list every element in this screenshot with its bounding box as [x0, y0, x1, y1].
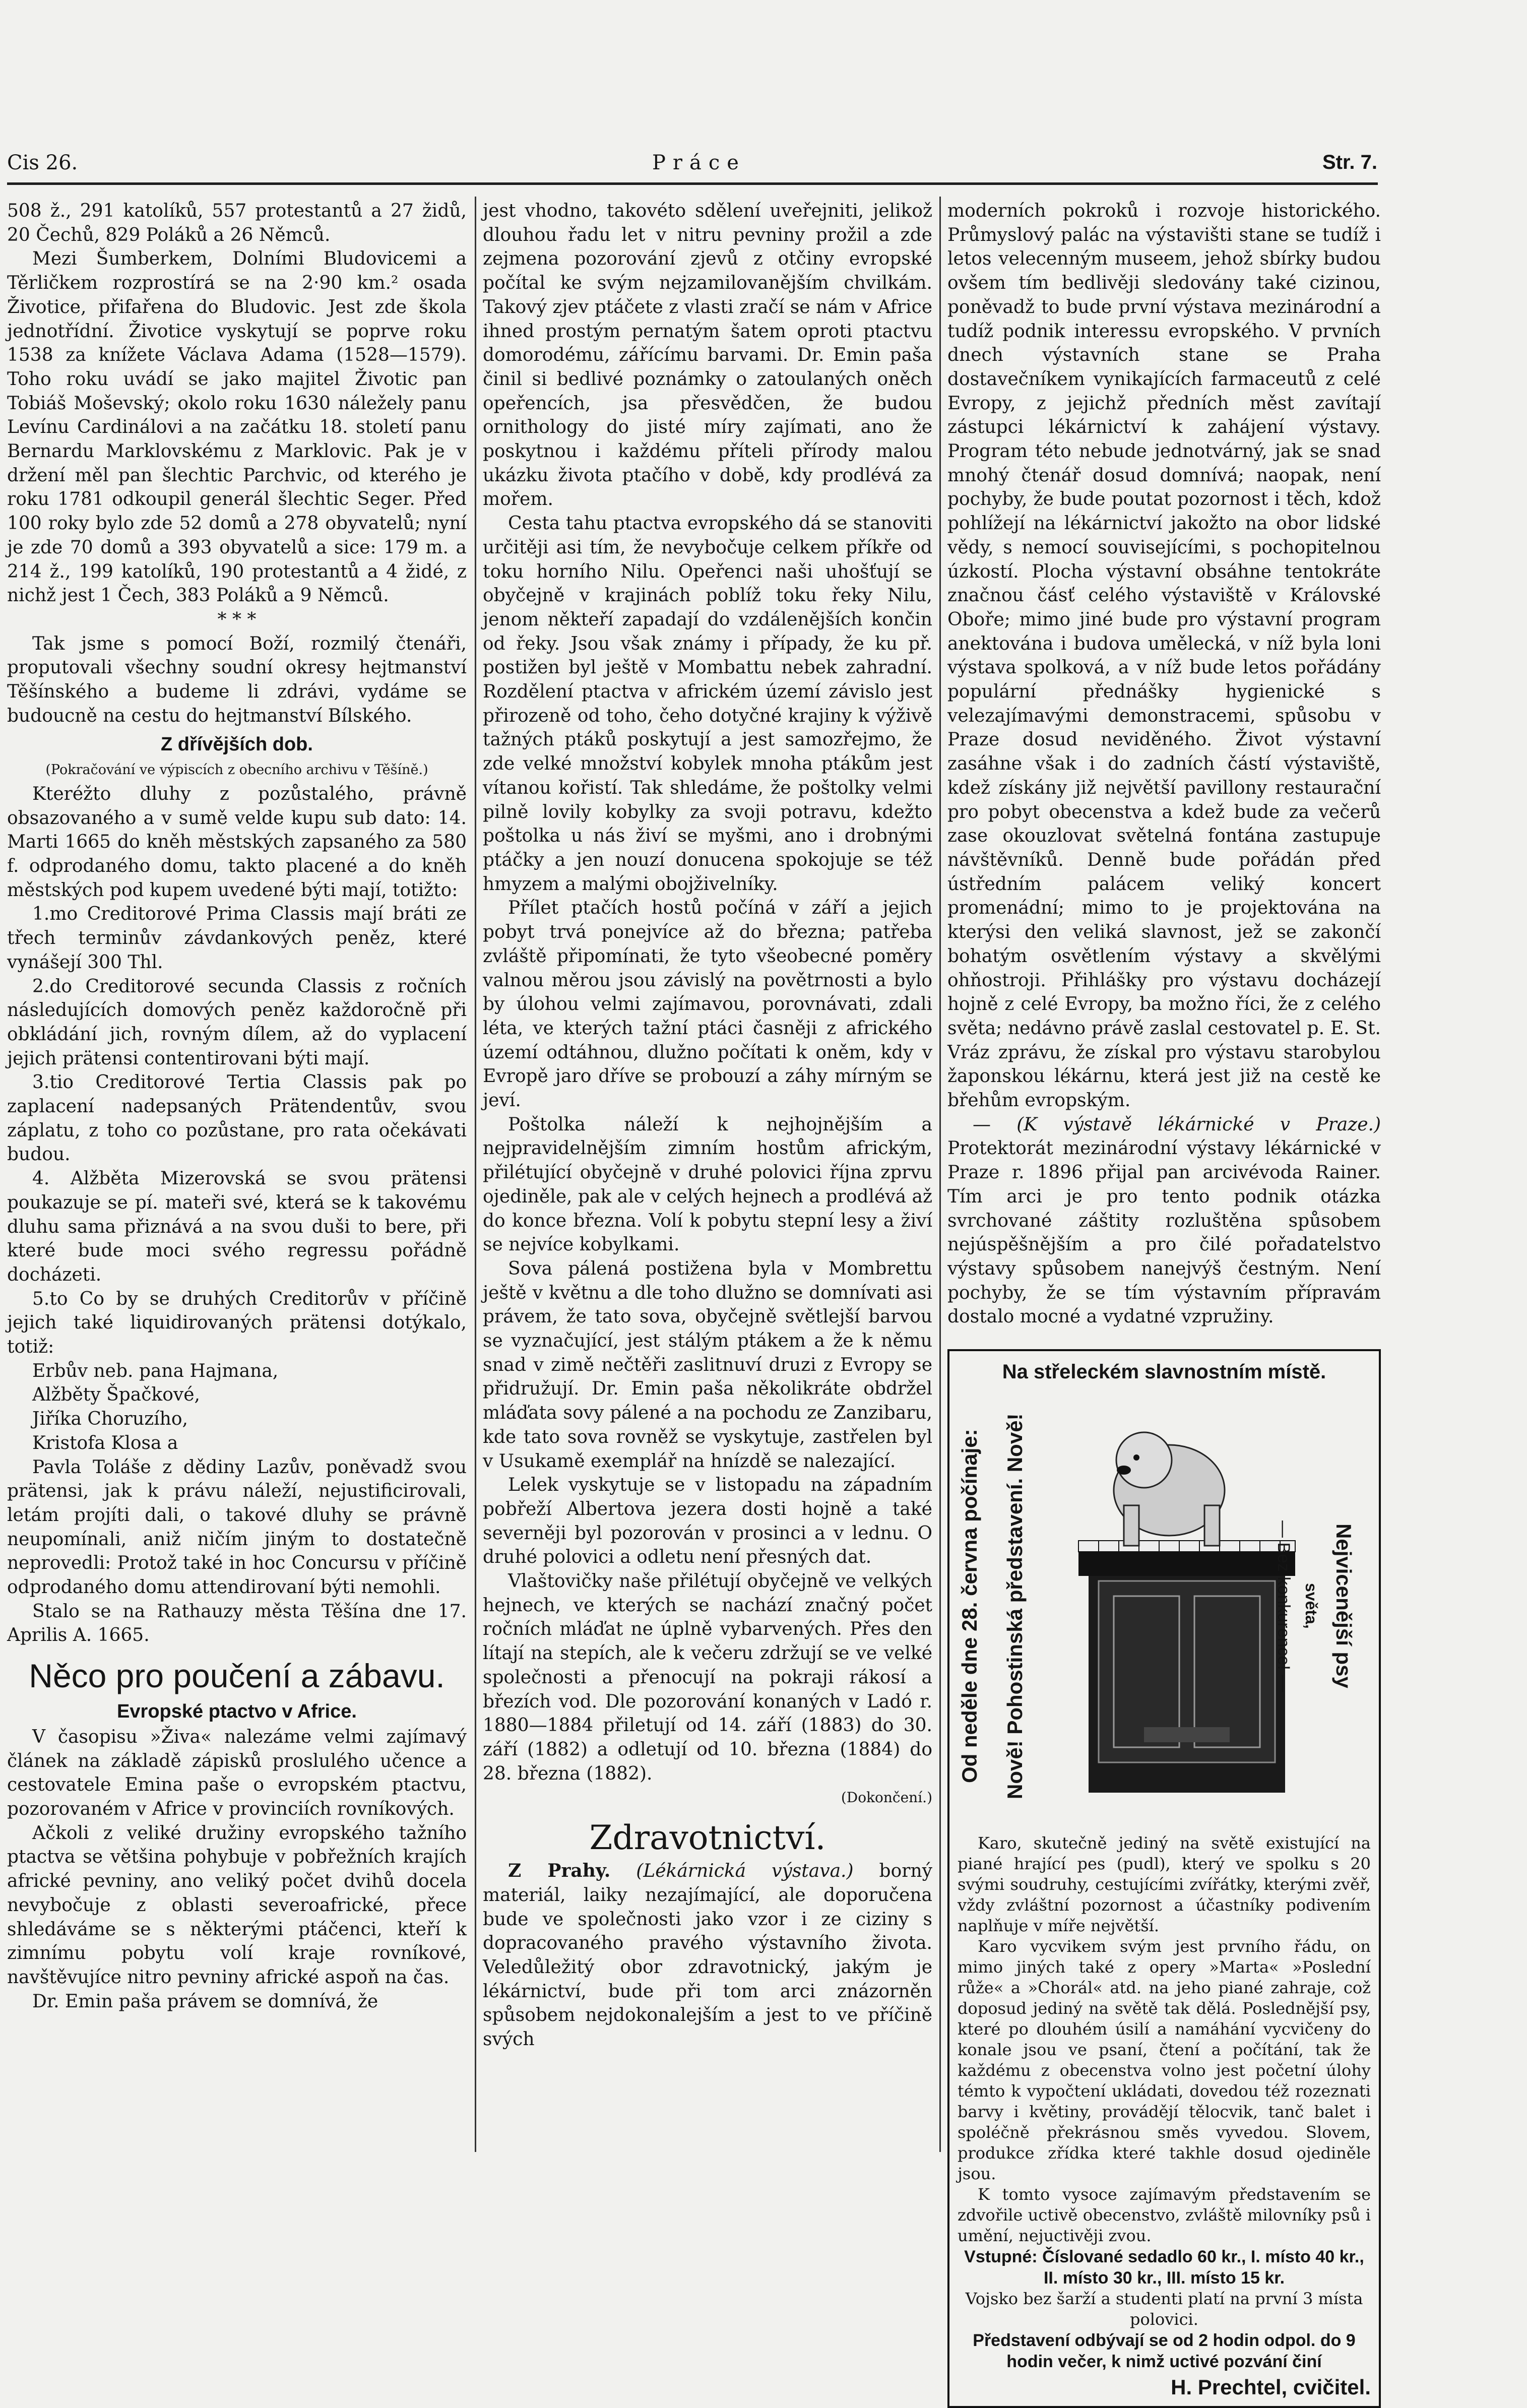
- section-heading-large: Něco pro poučení a zábavu.: [29, 1657, 445, 1695]
- paragraph: Kteréžto dluhy z pozůstalého, právně obsazovaného a v sumě velde kupu sub dato: 14. Marti 1665 do kněh městských zapsaného za 580 f. odprodaného domu, takto placené a do kněh městských pod kupem uvedené býti mají, totižto:: [7, 783, 467, 901]
- paper-name: Práce: [652, 151, 746, 174]
- page-number: Str. 7.: [1322, 151, 1377, 173]
- article-subtitle: (Lékárnická výstava.): [636, 1861, 854, 1882]
- ad-paragraph: K tomto vysoce zajímavým představením se zdvořile uctivě obecenstvo, zvláště milovníky psů i umění, nejuctivěji zvou.: [958, 2184, 1371, 2245]
- separator-stars: * * *: [217, 609, 257, 630]
- paragraph: 3.tio Creditorové Tertia Classis pak po zaplacení nadepsaných Prätendentův, svou záplatu, z toho co pozůstane, pro rata očekávati budou.: [7, 1072, 467, 1165]
- ad-paragraph: Karo vycvikem svým jest prvního řádu, on mimo jiných také z opery »Marta« »Poslední růže« a »Chorál« atd. na jeho piané zahraje, což doposud jediný na světě tak dělá. Poslednější psy, které po dlouhém úsilí a namáhání vycvičeny do konale jsou ve psaní, čtení a počítání, tak že každému z obecenstva volno jest početní úlohy témto k vypočtení ukládati, dovedou též rozeznati barvy i květiny, provádějí tělocvik, tanč balet i spoléčně překrásnou směs vyvedou. Slovem, produkce zřídka které takhle dosud ojediněle jsou.: [958, 1936, 1371, 2183]
- paragraph: Lelek vyskytuje se v listopadu na západním pobřeží Albertova jezera dosti hojně a také severněji byl pozorován v prosinci a v lednu. O druhé polovici a odletu není přesných dat.: [483, 1475, 932, 1568]
- paragraph: Pavla Toláše z dědiny Lazův, poněvadž svou prätensi, jak k právu náleží, nejustificirovali, letám projíti dali, o takové dluhy se právně neupomínali, aniž ničím jiným to dostatečně neprovedli: Protož také in hoc Concursu v příčině odprodaného domu attendirovaní býti nemohli.: [7, 1456, 467, 1598]
- ad-prices: Vstupné: Číslované sedadlo 60 kr., I. místo 40 kr., II. místo 30 kr., III. místo 15 kr.: [964, 2247, 1364, 2288]
- article-title: Evropské ptactvo v Africe.: [117, 1701, 357, 1723]
- header-rule: [7, 182, 1378, 185]
- ad-illustration: [958, 1389, 1371, 1833]
- section-note: (Pokračování ve výpiscích z obecního archivu v Těšíně.): [45, 762, 428, 778]
- paragraph: 4. Alžběta Mizerovská se svou prätensi poukazuje se pí. mateři své, která se k takovému dluhu sama přiznává a na svou duši to bere, při které bude moci svého regressu pořádně docházeti.: [7, 1168, 467, 1285]
- article-subtitle: (K výstavě lékárnické v Praze.): [1016, 1114, 1381, 1135]
- paragraph: Sova pálená postižena byla v Mombrettu ještě v květnu a dle toho dlužno se domnívati asi právem, že tato sova, obyčejně světlejší barvou se vyznačující, jest stálým ptákem a že k němu snad v zimě nečtěři zaslitnuví druzi z Evropy se přidružují. Dr. Emin paša několikráte obdržel mláďata sovy pálené a na pochodu ze Zanzibaru, kde tato sova rovněž se vyskytuje, zastřelen byl v Usukamě exemplář na hnízdě se nalezající.: [483, 1258, 932, 1472]
- list-item: Jiříka Choruzího,: [32, 1409, 188, 1430]
- column-divider-2: [939, 197, 941, 2152]
- dateline: Z Prahy.: [508, 1860, 611, 1882]
- section-heading: Z dřívějších dob.: [161, 734, 313, 755]
- column-divider-1: [475, 197, 476, 2152]
- paragraph: Dr. Emin paša právem se domnívá, že: [32, 1991, 378, 2012]
- column-3: moderních pokroků i rozvoje historického. Průmyslový palác na výstavišti stane se tudíž i letos velecenným museem, jehož sbírky budou ovšem tím bedlivěji sledovány také cizinou, poněvadž to bude první výstava mezinárodní a tudíž podnik interessu evropského. V prvních dnech výstavních stane se Praha dostavečníkem vynikajících farmaceutů z celé Evropy, z jejichž předních měst zavítají zástupci lékárnictví k zahájení výstavy. Program této nebude jednotvárný, jak se snad mnohý čtenář dosud domnívá; naopak, není pochyby, že bude poutat pozornost i těch, kdož pohlížejí na lékárnictví jakožto na obor lidské vědy, s nemocí souvisejícími, s pochopitelnou úzkostí. Plocha výstavní obsáhne tentokráte značnou čásť celého výstaviště v Královské Oboře; mimo jiné bude pro výstavní program anektována i budova umělecká, v níž byla loni výstava spolková, a v níž bude letos pořádány populární přednášky hygienické s velezajímavými demonstracemi, spůsobu v Praze dosud neviděného. Život výstavní zasáhne však i do zadních částí výstaviště, kdež získány již největší pavillony restaurační pro pobyt obecenstva a kdež bude za večerů zase okouzlovat světelná fontána zastupuje návštěvníků. Denně bude pořádán před ústředním palácem veliký koncert promenádní; mimo to je projektována na kterýsi den veliká slavnost, jež se zakončí bohatým osvětlením výstavy a skvělými ohňostroji. Přihlášky pro výstavu docházejí hojně z celé Evropy, ba možno říci, že z celého světa; nedávno právě zaslal cestovatel p. E. St. Vráz zprávu, že získal pro výstavu starobylou žaponskou lékárnu, která jest již na cestě ke břehům evropským. — (K výstavě lékárnické v Praze.) Protektorát mezinárodní výstavy lékárnické v Praze r. 1896 přijal pan arcivévoda Rainer. Tím arci je pro tento podnik otázka svrchované záštity rozluštěna spůsobem nejúspěšnějším a pro čilé pořadatelstvo výstavy spůsobem nanejvýš čestným. Není pochyby, že se tím výstavním přípravám dostalo mocné a vydatné vzpružiny. Na střeleckém slavnostním místě. Od neděle dne 28. června počínaje: Nově! Pohostinská představení. Nově! Nejvicenější psy světa, — Bez konkurence! — Karo, skutečně jediný na světě existující na piané hrající pes (pudl), který ve spolku s 20 svými soudruhy, cestujícími zvířátky, kterými zvěř, vždy zvláštní pozornost a účastníky podivením naplňuje v míře největší. Karo vycvikem svým jest prvního řádu, on mimo jiných také z opery »Marta« »Poslední růže« a »Chorál« atd. na jeho piané zahraje, což doposud jediný na světě tak dělá. Poslednější psy, které po dlouhém úsilí a namáhání vycvičeny do konale jsou ve psaní, čtení a počítání, tak že každému z obecenstva volno jest početní úlohy témto k vypočtení ukládati, dovedou též rozeznati barvy i květiny, provádějí tělocvik, tanč balet i spoléčně překrásnou směs vyvedou. Slovem, produkce zřídka které takhle dosud ojediněle jsou. K tomto vysoce zajímavým představením se zdvořile uctivě obecenstvo, zvláště milovníky psů i umění, nejuctivěji zvou. Vstupné: Číslované sedadlo 60 kr., I. místo 40 kr., II. místo 30 kr., III. místo 15 kr. Vojsko bez šarží a studenti platí na první 3 místa polovici. Představení odbývají se od 2 hodin odpol. do 9 hodin večer, k nimž uctivé pozvání činí H. Prechtel, cvičitel.: [947, 199, 1381, 2408]
- page-header: [7, 151, 1378, 181]
- paragraph: Stalo se na Rathauzy města Těšína dne 17. Aprilis A. 1665.: [7, 1601, 467, 1646]
- continuation-note: (Dokončení.): [841, 1789, 932, 1806]
- paragraph: Mezi Šumberkem, Dolními Bludovicemi a Těrličkem rozprostírá se na 2·90 km.² osada Životice, přifařena do Bludovic. Jest zde škola jednotřídní. Životice vyskytují se poprve roku 1538 za knížete Václava Adama (1528—1579). Toho roku uvádí se jako majitel Životic pan Tobiáš Moševský; okolo roku 1630 náležely panu Levínu Cardinálovi a na začátku 18. století panu Bernardu Marklovskému z Marklovic. Pak je v držení měl pan šlechtic Parchvic, od kterého je roku 1781 odkoupil generál šlechtic Seger. Před 100 roky bylo zde 52 domů a 278 obyvatelů; nyní je zde 70 domů a 393 obyvatelů a sice: 179 m. a 214 ž., 199 katolíků, 190 protestantů a 4 židé, z nichž jest 1 Čech, 383 Poláků a 9 Němců.: [7, 248, 467, 606]
- advertisement: [947, 1349, 1381, 2408]
- ad-body: [958, 1833, 1371, 2246]
- paragraph: 508 ž., 291 katolíků, 557 protestantů a 27 židů, 20 Čechů, 829 Poláků a 26 Němců.: [7, 201, 467, 245]
- ad-vertical-text-right-3: — Bez konkurence! —: [1274, 1520, 1293, 1692]
- ad-vertical-text-left: Od neděle dne 28. června počínaje:: [958, 1429, 981, 1784]
- ad-title: Na střeleckém slavnostním místě.: [1002, 1361, 1326, 1383]
- list-item: Erbův neb. pana Hajmana,: [32, 1360, 279, 1381]
- ad-signature: H. Prechtel, cvičitel.: [1171, 2375, 1371, 2399]
- column-2: [483, 199, 932, 2052]
- paragraph: Poštolka náleží k nejhojnějším a nejpravidelnějším zimním hostům africkým, přilétující obyčejně v druhé polovici října zprvu ojediněle, pak ale v celých hejnech a prodlévá až do konce března. Volí k pobytu stepní lesy a živí se nejvíce kobylkami.: [483, 1114, 932, 1255]
- ad-note: Vojsko bez šarží a studenti platí na první 3 místa polovici.: [965, 2289, 1363, 2329]
- issue-number: Cis 26.: [7, 151, 78, 174]
- ad-paragraph: Karo, skutečně jediný na světě existující na piané hrající pes (pudl), který ve spolku s 20 svými soudruhy, cestujícími zvířátky, kterými zvěř, vždy zvláštní pozornost a účastníky podivením naplňuje v míře největší.: [958, 1833, 1371, 1935]
- list-item: Kristofa Klosa a: [32, 1432, 178, 1453]
- paragraph: Přílet ptačích hostů počíná v září a jejich pobyt trvá ponejvíce až do března; patřeba zvláště připomínati, že tyto všeobecné poměry valnou měrou jsou závislý na povětrnosti a bylo by úlohou velmi zajímavou, porovnávati, zdali léta, ve kterých tažní ptáci časněji z afrického území odtáhnou, dlužno počítati k oněm, kdy v Evropě jaro dříve se probouzí a záhy mírným se jeví.: [483, 898, 932, 1111]
- paragraph: 1.mo Creditorové Prima Classis mají bráti ze třech terminův závdankových peněz, které vynášejí 300 Thl.: [7, 904, 467, 973]
- section-heading-large: Zdravotnictví.: [589, 1818, 826, 1858]
- ad-schedule: Představení odbývají se od 2 hodin odpol. do 9 hodin večer, k nimž uctivé pozvání činí: [973, 2330, 1356, 2371]
- paragraph: Vlaštovičky naše přilétují obyčejně ve velkých hejnech, ve kterých se nachází značný počet ročních mláďat ne úplně vybarvených. Přes den lítají na stepích, ale k večeru zdržují se ve velké společnosti a přenocují na pokraji rákosí a březích vod. Dle pozorování konaných v Ladó r. 1880—1884 přiletují od 14. září (1883) do 30. září (1882) a odletují od 10. března (1884) do 28. března (1882).: [483, 1571, 932, 1784]
- ad-vertical-text-right: Nejvicenější psy: [1332, 1524, 1356, 1689]
- paragraph: Ačkoli z veliké družiny evropského tažního ptactva se většina pohybuje v pobřežních krajích africké pevniny, ano veliký počet dvihů docela nevybočuje z oblasti severoafrické, přece shledáváme se s některými ptáčenci, kteří k zimnímu pobytu volí kraje rovníkové, navštěvujíce nitro pevniny africké aspoň na čas.: [7, 1822, 467, 1988]
- paragraph: Cesta tahu ptactva evropského dá se stanoviti určitěji asi tím, že nevybočuje celkem příkře od toku horního Nilu. Opeřenci naši uhošťují se obyčejně v krajinách poblíž toku řeky Nilu, jenom někteří zapadají do vzdálenějších končin od řeky. Jsou však známy i případy, že ku př. postižen byl ještě v Mombattu nebek zahradní. Rozdělení ptactva v africkém území závislo jest přirozeně od toho, čeho dotyčné krajiny k výživě tažných ptáků poskytují a jest samozřejmo, že zde velké množství kobylek mnoha ptákům jest vítanou kořistí. Tak shledáme, že poštolky velmi pilně lovily kobylky za svoji potravu, kdežto poštolka u nás živí se myšmi, ano i drobnými ptáčky a jen nouzí donucena spokojuje se též hmyzem a malými obojživelníky.: [483, 513, 932, 895]
- paragraph: 2.do Creditorové secunda Classis z ročních následujících domových peněz každoročně při obkládání jich, rovným dílem, až do vyplacení jejich prätensi contentirovani býti mají.: [7, 976, 467, 1069]
- ad-vertical-text-right-2: světa,: [1302, 1583, 1320, 1629]
- paragraph: Protektorát mezinárodní výstavy lékárnické v Praze r. 1896 přijal pan arcivévoda Rainer. Tím arci je pro tento podnik otázka svrchované záštity rozluštěna spůsobem nejúspěšnějším a pro čilé pořadatelstvo výstavy spůsobem nanejvýš čestným. Není pochyby, že se tím výstavním přípravám dostalo mocné a vydatné vzpružiny.: [947, 1138, 1381, 1327]
- paragraph: 5.to Co by se druhých Creditorův v příčině jejich také liquidirovaných prätensi dotýkalo, totiž:: [7, 1288, 467, 1358]
- paragraph: jest vhodno, takovéto sdělení uveřejniti, jelikož dlouhou řadu let v nitru pevniny prožil a zde zejmena pozorování zjevů z otčiny evropské počítal ke svým nejzamilovanějším chvilkám. Takový zjev ptáčete z vlasti zračí se nám v Africe ihned prostým pernatým šatem oproti ptactvu domorodému, zářícímu barvami. Dr. Emin paša činil si bedlivé poznámky o zatoulaných oněch opeřencích, jsa přesvědčen, že budou ornithology do jisté míry zajímati, ano že poskytnou i každému příteli přírody malou ukázku života ptačího v době, kdy prodlévá za mořem.: [483, 201, 932, 510]
- paragraph: moderních pokroků i rozvoje historického. Průmyslový palác na výstavišti stane se tudíž i letos velecenným museem, jehož sbírky budou ovšem tím bedlivěji sledovány také cizinou, poněvadž to bude první výstava mezinárodní a tudíž podnik interessu evropského. V prvních dnech výstavních stane se Praha dostavečníkem vynikajících farmaceutů z celé Evropy, z jejichž předních měst zavítají zástupci lékárnictví k zahájení výstavy. Program této nebude jednotvárný, jak se snad mnohý čtenář dosud domnívá; naopak, není pochyby, že bude poutat pozornost i těch, kdož pohlížejí na lékárnictví jakožto na obor lidské vědy, s nemocí souvisejícími, s pochopitelnou úzkostí. Plocha výstavní obsáhne tentokráte značnou čásť celého výstaviště v Královské Oboře; mimo jiné bude pro výstavní program anektována i budova umělecká, v níž byla loni výstava spolková, a v níž bude letos pořádány populární přednášky hygienické s velezajímavými demonstracemi, spůsobu v Praze dosud neviděného. Život výstavní zasáhne však i do zadních částí výstaviště, kdež získány již největší pavillony restaurační pro pobyt obecenstva a kdež bude za večerů zase okouzlovat světelná fontána zastupuje návštěvníků. Denně bude pořádán před ústředním palácem veliký koncert promenádní; mimo to je projektována na kterýsi den veliká slavnost, jež se zakončí bohatým osvětlením výstavy a skvělými ohňostroji. Přihlášky pro výstavu docházejí hojně z celé Evropy, ba možno říci, že z celého světa; nedávno právě zaslal cestovatel p. E. St. Vráz zprávu, že získal pro výstavu starobylou žaponskou lékárnu, která jest již na cestě ke břehům evropským.: [947, 201, 1381, 1111]
- paragraph: V časopisu »Živa« nalezáme velmi zajímavý článek na základě zápisků proslulého učence a cestovatele Emina paše o evropském ptactvu, pozorovaném v Africe v provinciích rovníkových.: [7, 1726, 467, 1819]
- paragraph: borný materiál, laiky nezajímající, ale doporučena bude ve společnosti jako vzor i ze ciziny s dopracovaného pravého výstavního života. Veledůležitý obor zdravotnický, jakým je lékárnictví, bude při tom arci znázorněn spůsobem nejdokonalejším a jest to ve příčině svých: [483, 1861, 932, 2050]
- column-1: [7, 199, 467, 2013]
- paragraph: Tak jsme s pomocí Boží, rozmilý čtenáři, proputovali všechny soudní okresy hejtmanství Těšínského a budeme li zdrávi, vydáme se budoucně na cestu do hejtmanství Bílského.: [7, 633, 467, 726]
- list-item: Alžběty Špačkové,: [32, 1384, 200, 1406]
- ad-vertical-text-left-2: Nově! Pohostinská představení. Nově!: [1003, 1413, 1027, 1799]
